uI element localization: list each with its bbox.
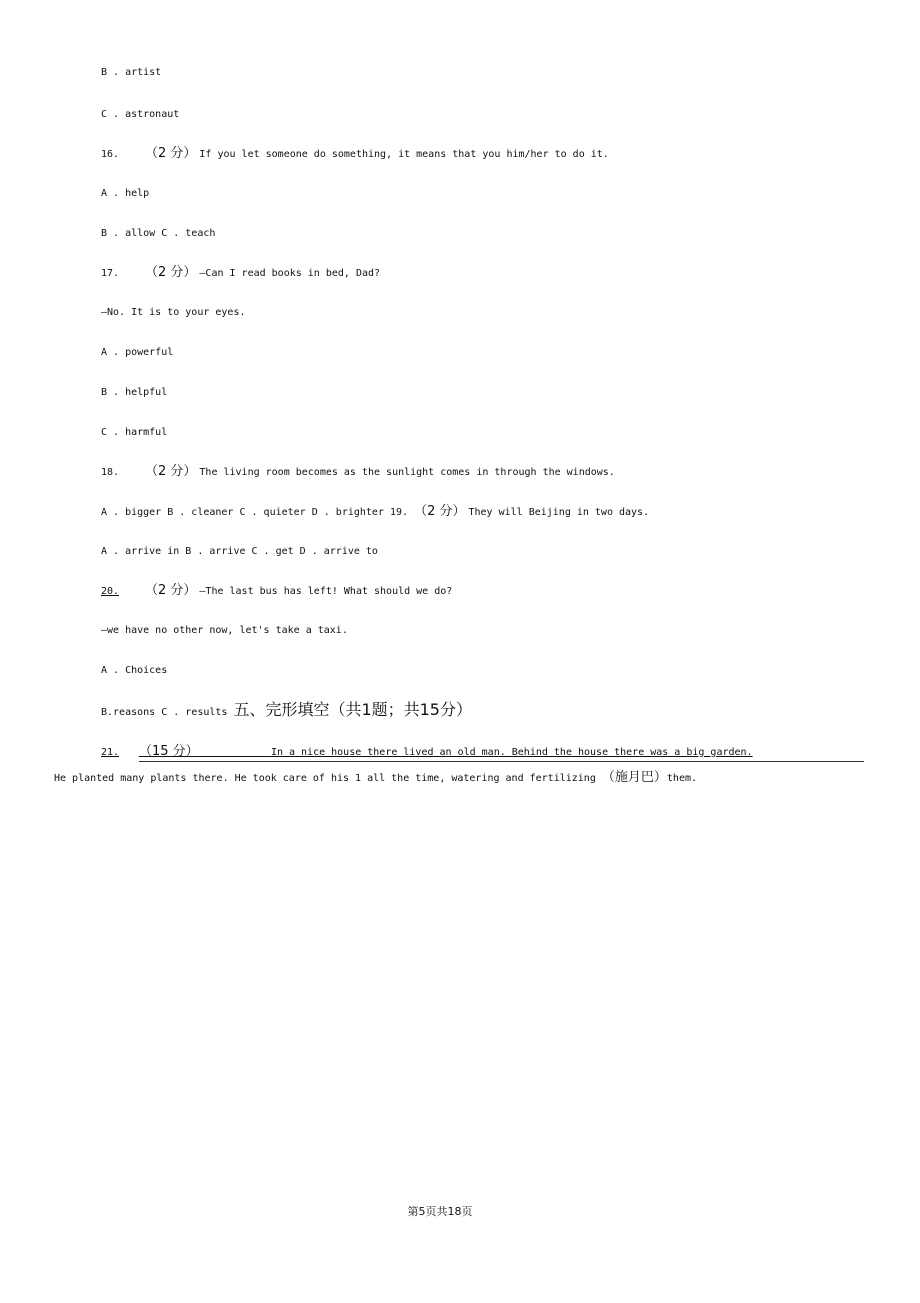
question-score: （2 分） (145, 265, 197, 280)
question-score: （2 分） (145, 146, 197, 161)
question-text: –Can I read books in bed, Dad? (199, 268, 381, 279)
question-text: The living room becomes as the sunlight comes in through the windows. (199, 467, 615, 478)
options-and-section-heading (101, 700, 472, 720)
option-a-choices: A . Choices (101, 665, 168, 676)
question-number: 17. (101, 268, 120, 279)
question-20 (101, 584, 452, 599)
question-score: （2 分） (145, 464, 197, 479)
dialogue-answer: —No. It is to your eyes. (101, 307, 246, 318)
question-number: 18. (101, 467, 120, 478)
question-text: –The last bus has left! What should we do? (199, 586, 453, 597)
options-text: B.reasons C . results (101, 707, 228, 718)
question-score: （2 分） (414, 504, 466, 519)
passage-note: （施月巴） (601, 770, 667, 785)
options-q19: A . arrive in B . arrive C . get D . arrive to (101, 546, 378, 557)
option-b-artist: B . artist (101, 67, 162, 78)
question-number: 20. (101, 586, 120, 597)
passage-line (54, 771, 697, 786)
passage-text-end: them. (666, 773, 698, 784)
dialogue-answer: –we have no other now, let's take a taxi. (101, 625, 348, 636)
question-text: In a nice house there lived an old man. Behind the house there was a big garden. (270, 747, 753, 758)
option-b-helpful: B . helpful (101, 387, 168, 398)
question-16 (101, 147, 609, 162)
question-score: （15 分） (139, 744, 199, 759)
question-17 (101, 266, 380, 281)
question-number: 21. (101, 747, 120, 758)
question-number: 16. (101, 149, 120, 160)
options-b-c-allow-teach: B . allow C . teach (101, 228, 216, 239)
question-score: （2 分） (145, 583, 197, 598)
option-c-astronaut: C . astronaut (101, 109, 180, 120)
passage-text: He planted many plants there. He took care of his 1 all the time, watering and fertilizing (54, 773, 596, 784)
section-title: 五、完形填空（共1题；共15分） (233, 700, 472, 719)
question-gap (199, 747, 271, 758)
question-18 (101, 465, 615, 480)
question-21 (101, 745, 753, 760)
options-and-question-19 (101, 505, 649, 520)
question-text: They will Beijing in two days. (468, 507, 650, 518)
page-footer: 第5页共18页 (407, 1205, 473, 1218)
option-a-powerful: A . powerful (101, 347, 174, 358)
question-text: If you let someone do something, it means that you him/her to do it. (199, 149, 609, 160)
underline-rule (139, 761, 864, 762)
option-a-help: A . help (101, 188, 150, 199)
options-text: A . bigger B . cleaner C . quieter D . brighter 19. (101, 507, 409, 518)
option-c-harmful: C . harmful (101, 427, 168, 438)
